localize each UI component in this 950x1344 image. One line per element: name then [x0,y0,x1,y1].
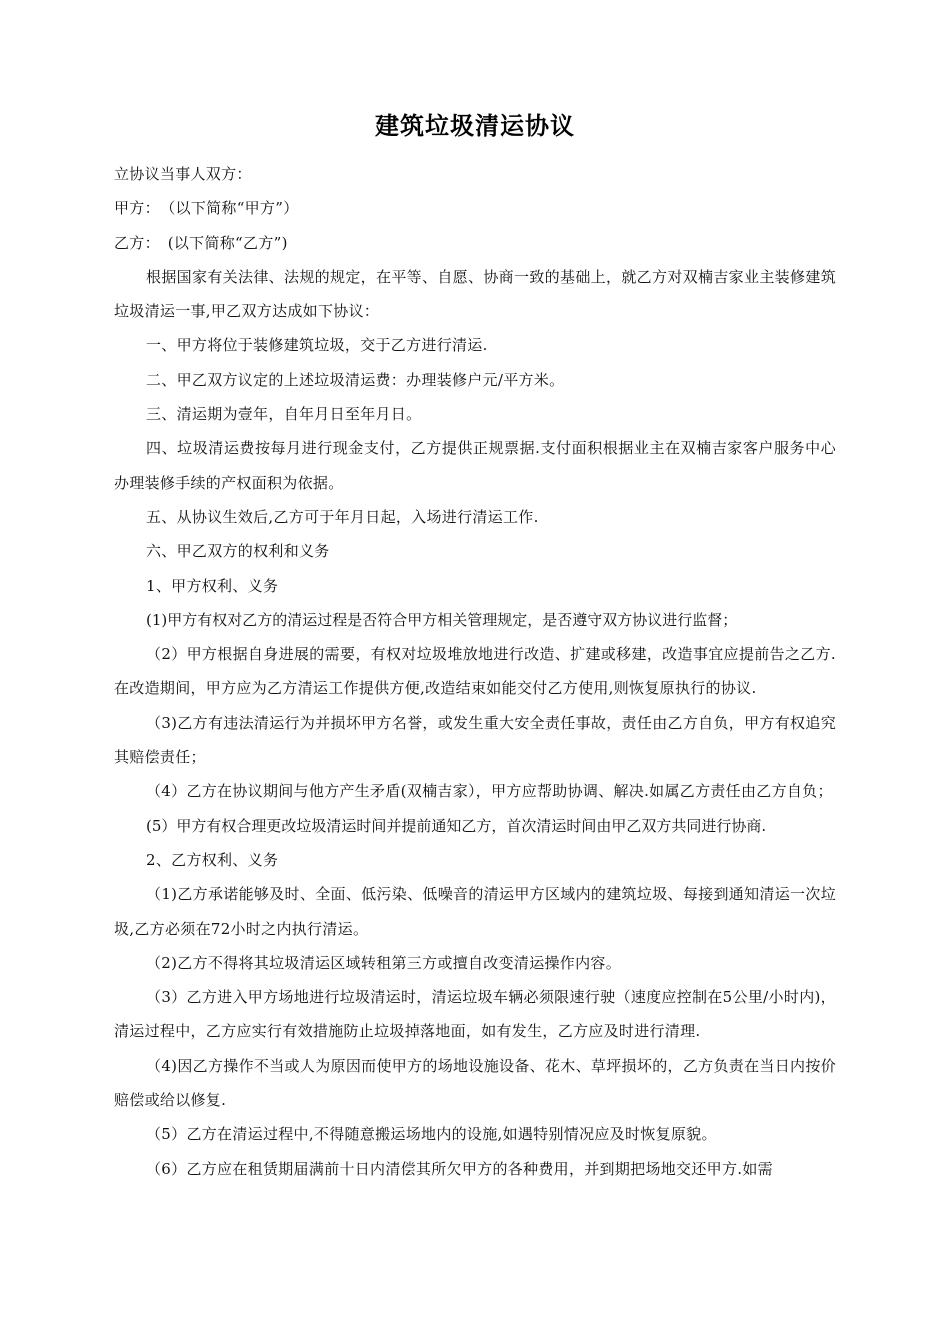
document-title: 建筑垃圾清运协议 [375,112,575,140]
party-b-line: 乙方： (以下简称“乙方”) [114,233,288,252]
party-b-item-4: （4)因乙方操作不当或人为原因而使甲方的场地设施设备、花木、草坪损坏的，乙方负责在当日内按价赔偿或给以修复. [114,1056,836,1110]
document-body [114,157,836,1186]
clause-4: 四、垃圾清运费按每月进行现金支付，乙方提供正规票据.支付面积根据业主在双楠吉家客户服务中心办理装修手续的产权面积为依据。 [114,439,836,492]
party-b-rights-heading: 2、乙方权利、义务 [146,850,279,869]
party-a-item-2: （2）甲方根据自身进展的需要，有权对垃圾堆放地进行改造、扩建或移建，改造事宜应提前告之乙方.在改造期间，甲方应为乙方清运工作提供方便,改造结束如能交付乙方使用,则恢复原执行的协议. [114,645,836,698]
party-b-item-1: （1)乙方承诺能够及时、全面、低污染、低噪音的清运甲方区域内的建筑垃圾、每接到通知清运一次垃圾,乙方必须在72小时之内执行清运。 [114,885,836,938]
party-a-line: 甲方： （以下简称“甲方”） [114,199,299,218]
party-b-item-2: （2)乙方不得将其垃圾清运区域转租第三方或擅自改变清运操作内容。 [146,953,621,972]
party-a-item-4: （4）乙方在协议期间与他方产生矛盾(双楠吉家），甲方应帮助协调、解决.如属乙方责任由乙方自负； [146,782,833,801]
party-b-item-6: （6）乙方应在租赁期届满前十日内清偿其所欠甲方的各种费用，并到期把场地交还甲方.如需 [146,1159,773,1178]
party-a-item-5: (5）甲方有权合理更改垃圾清运时间并提前通知乙方，首次清运时间由甲乙双方共同进行协商. [146,816,767,835]
party-b-item-3: （3）乙方进入甲方场地进行垃圾清运时，清运垃圾车辆必须限速行驶（速度应控制在5公里/小时内)，清运过程中，乙方应实行有效措施防止垃圾掉落地面，如有发生，乙方应及时进行清理. [114,988,836,1041]
clause-3: 三、清运期为壹年，自年月日至年月日。 [146,405,422,424]
clause-6-heading: 六、甲乙双方的权利和义务 [146,542,330,561]
party-a-item-1: (1)甲方有权对乙方的清运过程是否符合甲方相关管理规定，是否遵守双方协议进行监督； [146,610,738,629]
parties-heading: 立协议当事人双方： [114,165,252,183]
party-a-rights-heading: 1、甲方权利、义务 [146,576,279,595]
clause-5: 五、从协议生效后,乙方可于年月日起，入场进行清运工作. [146,507,539,526]
preamble-paragraph: 根据国家有关法律、法规的规定，在平等、自愿、协商一致的基础上，就乙方对双楠吉家业主装修建筑垃圾清运一事,甲乙双方达成如下协议： [114,267,836,321]
party-a-item-3: （3)乙方有违法清运行为并损坏甲方名誉，或发生重大安全责任事故，责任由乙方自负，甲方有权追究其赔偿责任； [114,713,836,767]
clause-1: 一、甲方将位于装修建筑垃圾，交于乙方进行清运. [146,336,488,355]
clause-2: 二、甲乙双方议定的上述垃圾清运费：办理装修户元/平方米。 [146,370,565,389]
party-b-item-5: （5）乙方在清运过程中,不得随意搬运场地内的设施,如遇特别情况应及时恢复原貌。 [146,1125,717,1144]
